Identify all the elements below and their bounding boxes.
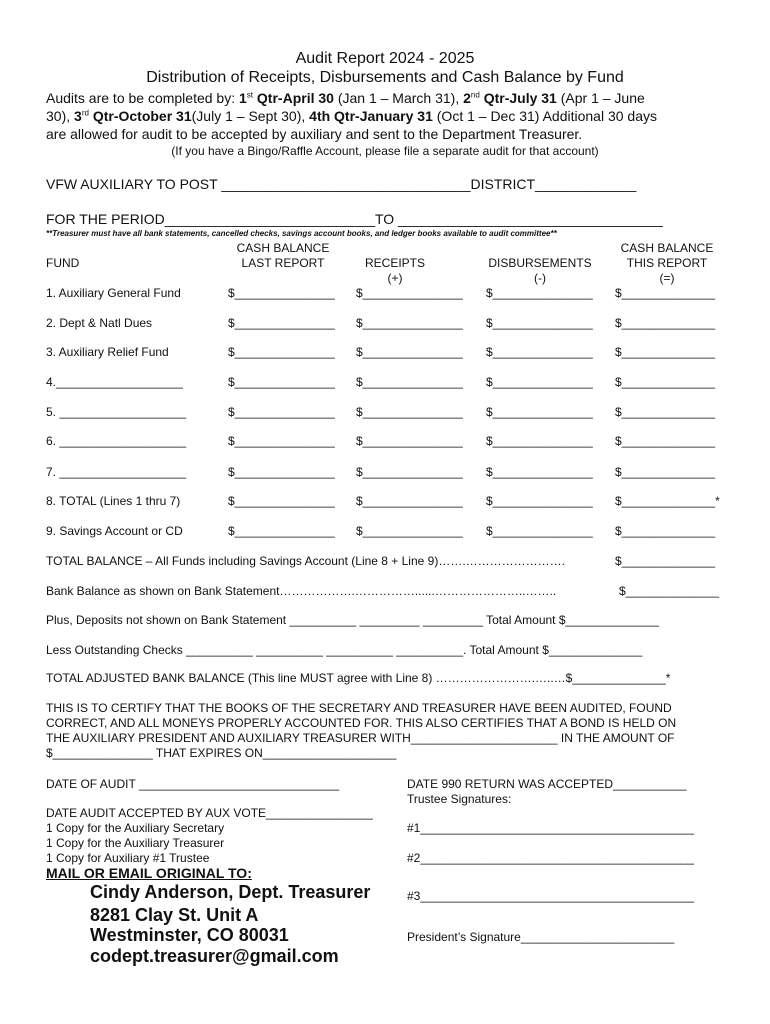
- disbursements-field[interactable]: $_______________: [486, 465, 593, 479]
- receipts-field[interactable]: $_______________: [356, 405, 463, 419]
- trustee-signature-3[interactable]: #3_________________________________________: [407, 889, 694, 903]
- disbursements-field[interactable]: $_______________: [486, 286, 593, 300]
- adjusted-balance-line[interactable]: TOTAL ADJUSTED BANK BALANCE (This line MUST agree with Line 8) …………………….…..…$______________*: [46, 671, 671, 685]
- this-report-field[interactable]: $______________: [615, 345, 716, 359]
- copy-secretary: 1 Copy for the Auxiliary Secretary: [46, 821, 225, 835]
- trustee-signatures-label: Trustee Signatures:: [407, 792, 512, 806]
- date-accepted-field[interactable]: DATE AUDIT ACCEPTED BY AUX VOTE________________: [46, 806, 373, 820]
- disbursements-field[interactable]: $_______________: [486, 316, 593, 330]
- report-title: Audit Report 2024 - 2025: [295, 50, 475, 67]
- receipts-field[interactable]: $_______________: [356, 345, 463, 359]
- this-report-field[interactable]: $______________: [615, 405, 716, 419]
- intro-line-2: 30), 3rd Qtr-October 31(July 1 – Sept 30), 4th Qtr-January 31 (Oct 1 – Dec 31) Additional 30 days: [46, 108, 657, 124]
- trustee-signature-2[interactable]: #2_________________________________________: [407, 851, 694, 865]
- col-last-report: CASH BALANCE LAST REPORT: [236, 241, 330, 270]
- disbursements-field[interactable]: $_______________: [486, 405, 593, 419]
- this-report-field[interactable]: $______________: [615, 434, 716, 448]
- receipts-field[interactable]: $_______________: [356, 434, 463, 448]
- receipts-field[interactable]: $_______________: [356, 494, 463, 508]
- last-report-field[interactable]: $_______________: [228, 465, 335, 479]
- receipts-field[interactable]: $_______________: [356, 375, 463, 389]
- fund-row-label: 3. Auxiliary Relief Fund: [46, 345, 169, 359]
- receipts-field[interactable]: $_______________: [356, 316, 463, 330]
- copy-trustee: 1 Copy for Auxiliary #1 Trustee: [46, 851, 210, 865]
- certify-line-4[interactable]: $_______________ THAT EXPIRES ON____________________: [46, 746, 397, 760]
- last-report-field[interactable]: $_______________: [228, 375, 335, 389]
- address-street: 8281 Clay St. Unit A: [90, 905, 259, 925]
- this-report-field[interactable]: $______________: [615, 375, 716, 389]
- certify-line-3[interactable]: THE AUXILIARY PRESIDENT AND AUXILIARY TREASURER WITH______________________ IN THE AMOUNT OF: [46, 731, 675, 745]
- col-fund: FUND: [46, 256, 80, 270]
- this-report-field[interactable]: $______________: [615, 316, 716, 330]
- fund-row-label[interactable]: 4.___________________: [46, 375, 183, 389]
- receipts-field[interactable]: $_______________: [356, 524, 463, 538]
- receipts-field[interactable]: $_______________: [356, 465, 463, 479]
- copy-treasurer: 1 Copy for the Auxiliary Treasurer: [46, 836, 225, 850]
- address-city: Westminster, CO 80031: [90, 925, 289, 945]
- last-report-field[interactable]: $_______________: [228, 286, 335, 300]
- report-subtitle: Distribution of Receipts, Disbursements and Cash Balance by Fund: [146, 69, 624, 86]
- disbursements-field[interactable]: $_______________: [486, 375, 593, 389]
- fund-row-label: 1. Auxiliary General Fund: [46, 286, 181, 300]
- fund-row-label[interactable]: 6. ___________________: [46, 434, 187, 448]
- intro-line-1: Audits are to be completed by: 1st Qtr-April 30 (Jan 1 – March 31), 2nd Qtr-July 31 (Apr 1 – June: [46, 90, 645, 106]
- col-disbursements: DISBURSEMENTS (-): [488, 256, 592, 285]
- disbursements-field[interactable]: $_______________: [486, 494, 593, 508]
- last-report-field[interactable]: $_______________: [228, 345, 335, 359]
- fund-row-label: 2. Dept & Natl Dues: [46, 316, 153, 330]
- period-line: FOR THE PERIOD___________________________TO __________________________________: [46, 211, 663, 227]
- date-990-field[interactable]: DATE 990 RETURN WAS ACCEPTED___________: [407, 777, 687, 791]
- this-report-field[interactable]: $______________*: [615, 494, 720, 508]
- last-report-field[interactable]: $_______________: [228, 494, 335, 508]
- fund-row-label[interactable]: 5. ___________________: [46, 405, 187, 419]
- col-this-report: CASH BALANCE THIS REPORT (=): [620, 241, 714, 285]
- deposits-line[interactable]: Plus, Deposits not shown on Bank Statement __________ _________ _________ Total Amount $______________: [46, 613, 659, 627]
- certify-line-1: THIS IS TO CERTIFY THAT THE BOOKS OF THE SECRETARY AND TREASURER HAVE BEEN AUDITED, FOUND: [46, 701, 672, 715]
- this-report-field[interactable]: $______________: [615, 286, 716, 300]
- disbursements-field[interactable]: $_______________: [486, 345, 593, 359]
- fund-row-label: 9. Savings Account or CD: [46, 524, 183, 538]
- president-signature[interactable]: President’s Signature_______________________: [407, 930, 675, 944]
- receipts-field[interactable]: $_______________: [356, 286, 463, 300]
- total-balance-field[interactable]: $______________: [615, 554, 716, 568]
- post-district-line: VFW AUXILIARY TO POST ________________________________DISTRICT_____________: [46, 176, 637, 192]
- this-report-field[interactable]: $______________: [615, 524, 716, 538]
- bank-balance-field[interactable]: $______________: [619, 584, 720, 598]
- trustee-signature-1[interactable]: #1_________________________________________: [407, 821, 694, 835]
- col-receipts: RECEIPTS (+): [364, 256, 425, 285]
- total-balance-label: TOTAL BALANCE – All Funds including Savings Account (Line 8 + Line 9)…….…………………….: [46, 554, 565, 568]
- outstanding-checks-line[interactable]: Less Outstanding Checks __________ __________ __________ __________. Total Amount $______________: [46, 643, 643, 657]
- address-name: Cindy Anderson, Dept. Treasurer: [90, 882, 371, 902]
- last-report-field[interactable]: $_______________: [228, 316, 335, 330]
- certify-line-2: CORRECT, AND ALL MONEYS PROPERLY ACCOUNTED FOR. THIS ALSO CERTIFIES THAT A BOND IS HELD ON: [46, 716, 677, 730]
- last-report-field[interactable]: $_______________: [228, 524, 335, 538]
- date-of-audit-field[interactable]: DATE OF AUDIT ______________________________: [46, 777, 340, 791]
- mail-label: MAIL OR EMAIL ORIGINAL TO:: [46, 865, 252, 881]
- address-email[interactable]: codept.treasurer@gmail.com: [90, 946, 339, 966]
- bank-balance-label: Bank Balance as shown on Bank Statement……………….……………......…………………..……..: [46, 584, 557, 598]
- bingo-note: (If you have a Bingo/Raffle Account, please file a separate audit for that account): [171, 144, 599, 158]
- this-report-field[interactable]: $______________: [615, 465, 716, 479]
- last-report-field[interactable]: $_______________: [228, 405, 335, 419]
- treasurer-note: **Treasurer must have all bank statements, cancelled checks, savings account books, and ledger books available to audit committee**: [46, 229, 557, 238]
- intro-line-3: are allowed for audit to be accepted by auxiliary and sent to the Department Treasurer.: [46, 126, 583, 142]
- fund-row-label: 8. TOTAL (Lines 1 thru 7): [46, 494, 181, 508]
- last-report-field[interactable]: $_______________: [228, 434, 335, 448]
- disbursements-field[interactable]: $_______________: [486, 434, 593, 448]
- fund-row-label[interactable]: 7. ___________________: [46, 465, 187, 479]
- disbursements-field[interactable]: $_______________: [486, 524, 593, 538]
